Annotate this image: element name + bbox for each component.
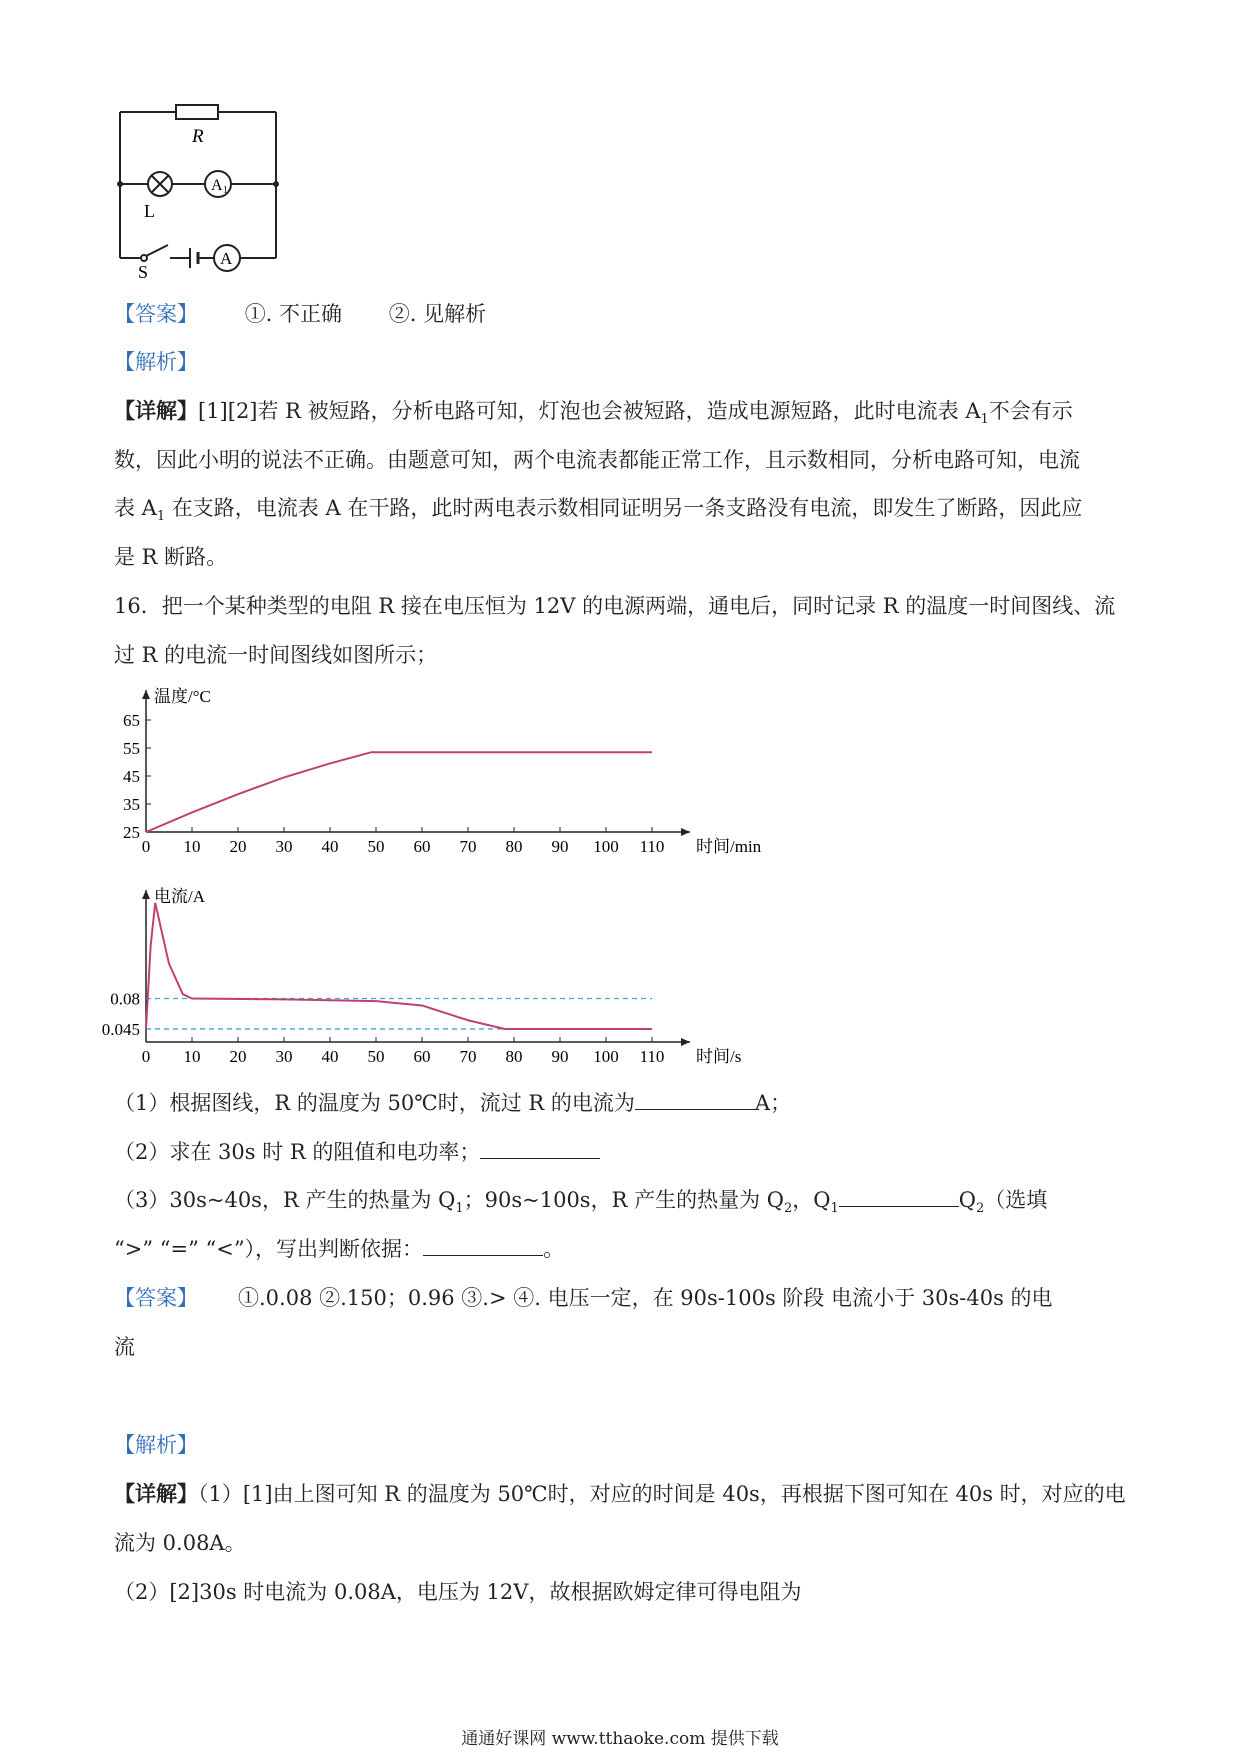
y-tick-label: 0.045 <box>101 1019 140 1039</box>
x-axis-arrow <box>681 828 690 836</box>
x-tick-label: 40 <box>321 837 339 856</box>
y-axis-label: 温度/°C <box>154 687 211 706</box>
x-axis-label: 时间/s <box>696 1047 742 1066</box>
x-tick-label: 80 <box>505 1047 523 1066</box>
y-tick-label: 65 <box>123 711 140 730</box>
q16-detail-1 <box>114 1480 1134 1508</box>
q16-detail-2: 流为 0.08A。 <box>114 1531 246 1555</box>
text: 表 A <box>114 496 157 520</box>
text: [1][2]若 R 被短路，分析电路可知，灯泡也会被短路，造成电源短路，此时电流表 A <box>198 399 981 423</box>
x-tick-label: 110 <box>639 837 665 856</box>
analysis-tag: 【解析】 <box>114 350 198 374</box>
q15-detail-line-1 <box>114 397 1134 434</box>
y-tick-label: 25 <box>123 823 140 842</box>
text: A； <box>754 1091 792 1115</box>
circuit-diagram <box>110 92 290 282</box>
sub: 1 <box>830 1201 839 1217</box>
detail-tag: 【详解】 <box>114 398 198 423</box>
x-tick-label: 60 <box>413 837 431 856</box>
text: （1）[1]由上图可知 R 的温度为 50℃时，对应的时间是 40s，再根据下图可知在 40s 时，对应的电 <box>198 1482 1126 1506</box>
detail-tag: 【详解】 <box>114 1481 198 1506</box>
a-label: A <box>220 249 233 268</box>
a1-label: A <box>211 177 223 194</box>
sub: 1 <box>455 1201 464 1217</box>
answer-2: ②. 见解析 <box>388 302 487 326</box>
analysis-tag: 【解析】 <box>114 1433 198 1457</box>
l-label: L <box>144 201 155 221</box>
answer-1: ①. 不正确 <box>244 302 343 326</box>
series-line <box>146 752 652 832</box>
q16-stem-2: 过 R 的电流一时间图线如图所示； <box>114 643 438 667</box>
x-tick-label: 0 <box>141 1047 151 1066</box>
text: （2）求在 30s 时 R 的阻值和电功率； <box>114 1140 481 1164</box>
series-line <box>146 903 652 1029</box>
x-tick-label: 50 <box>367 837 385 856</box>
y-tick-label: 55 <box>123 739 140 758</box>
answer-blank[interactable] <box>423 1235 543 1256</box>
y-tick-label: 0.08 <box>110 989 140 1009</box>
y-axis-label: 电流/A <box>154 887 205 906</box>
x-tick-label: 20 <box>229 837 247 856</box>
text: 不会有示 <box>988 399 1073 423</box>
sub: 1 <box>980 412 989 428</box>
x-tick-label: 70 <box>459 837 477 856</box>
answer-blank[interactable] <box>839 1186 959 1207</box>
r-label: R <box>192 126 204 147</box>
q15-answer <box>114 300 1134 328</box>
x-tick-label: 10 <box>183 837 201 856</box>
x-tick-label: 100 <box>593 1047 619 1066</box>
temperature-time-chart <box>100 680 860 880</box>
q16-answer <box>114 1284 1134 1312</box>
y-tick-label: 35 <box>123 795 140 814</box>
q15-detail-line-3 <box>114 494 1134 531</box>
q16-answer-cont: 流 <box>114 1335 135 1359</box>
x-tick-label: 10 <box>183 1047 201 1066</box>
x-tick-label: 70 <box>459 1047 477 1066</box>
a1-sub: 1 <box>223 185 228 196</box>
answer-blank[interactable] <box>635 1089 755 1110</box>
answer-blank[interactable] <box>480 1138 600 1159</box>
x-axis-label: 时间/min <box>696 837 762 856</box>
text: （3）30s~40s，R 产生的热量为 Q <box>114 1188 456 1212</box>
x-axis-arrow <box>681 1038 690 1046</box>
x-tick-label: 50 <box>367 1047 385 1066</box>
q16-part-1 <box>114 1089 1134 1117</box>
y-axis-arrow <box>142 890 150 899</box>
s-label: S <box>138 262 149 282</box>
x-tick-label: 30 <box>275 1047 293 1066</box>
x-tick-label: 60 <box>413 1047 431 1066</box>
q16-part-3 <box>114 1186 1134 1223</box>
answer-tag: 【答案】 <box>114 1286 198 1310</box>
q16-part-3-cont <box>114 1235 1134 1263</box>
x-tick-label: 90 <box>551 1047 569 1066</box>
text: （选填 <box>984 1188 1048 1212</box>
x-tick-label: 30 <box>275 837 293 856</box>
q15-detail-line-2: 数，因此小明的说法不正确。由题意可知，两个电流表都能正常工作，且示数相同，分析电路可知，电流 <box>114 448 1080 472</box>
answer-tag: 【答案】 <box>114 302 198 326</box>
y-axis-arrow <box>142 690 150 699</box>
footer: 通通好课网 www.tthaoke.com 提供下载 <box>461 1729 779 1749</box>
x-tick-label: 80 <box>505 837 523 856</box>
sub: 2 <box>783 1201 793 1217</box>
text: （1）根据图线，R 的温度为 50℃时，流过 R 的电流为 <box>114 1091 635 1115</box>
text: Q <box>958 1188 976 1212</box>
x-tick-label: 90 <box>551 837 569 856</box>
sub: 1 <box>156 509 166 525</box>
x-tick-label: 100 <box>593 837 619 856</box>
q16-stem-1: 16．把一个某种类型的电阻 R 接在电压恒为 12V 的电源两端，通电后，同时记录 R 的温度一时间图线、流 <box>114 594 1116 618</box>
y-tick-label: 45 <box>123 767 140 786</box>
text: 。 <box>543 1237 565 1261</box>
current-time-chart <box>100 880 860 1080</box>
q16-part-2 <box>114 1138 1134 1166</box>
q16-detail-3: （2）[2]30s 时电流为 0.08A，电压为 12V，故根据欧姆定律可得电阻为 <box>114 1580 802 1604</box>
text: ；90s~100s，R 产生的热量为 Q <box>463 1188 784 1212</box>
text: “>” “=” “<”），写出判断依据： <box>114 1237 424 1261</box>
text: ，Q <box>792 1188 831 1212</box>
x-tick-label: 40 <box>321 1047 339 1066</box>
text: 在支路，电流表 A 在干路，此时两电表示数相同证明另一条支路没有电流，即发生了断路，因此应 <box>165 496 1083 520</box>
x-tick-label: 0 <box>141 837 151 856</box>
x-tick-label: 110 <box>639 1047 665 1066</box>
answer-text: ①.0.08 ②.150；0.96 ③.> ④. 电压一定，在 90s-100s 阶段 电流小于 30s-40s 的电 <box>238 1286 1053 1310</box>
x-tick-label: 20 <box>229 1047 247 1066</box>
q15-detail-line-4: 是 R 断路。 <box>114 545 228 569</box>
sub: 2 <box>975 1201 985 1217</box>
